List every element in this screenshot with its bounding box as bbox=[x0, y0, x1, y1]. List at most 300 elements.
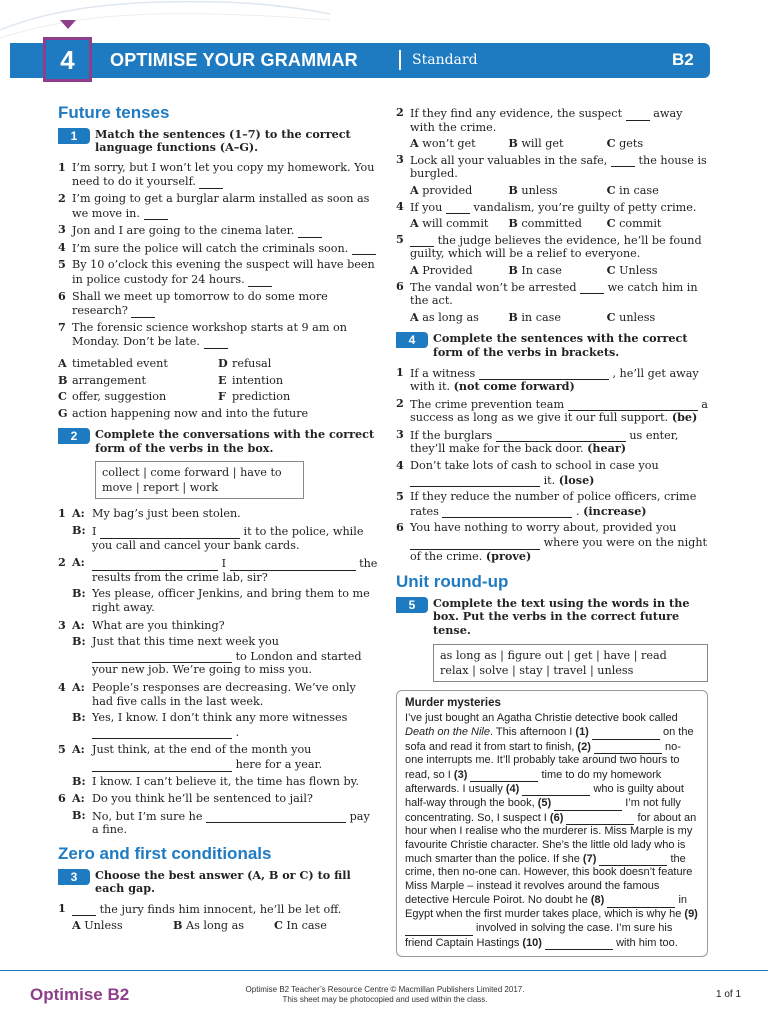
dialogue bbox=[58, 556, 378, 614]
dialogue-line-a bbox=[58, 792, 378, 806]
item-text bbox=[410, 200, 708, 215]
item-number: 6 bbox=[58, 791, 66, 806]
option-letter: C bbox=[606, 182, 616, 197]
line-body bbox=[72, 635, 378, 677]
item-text bbox=[72, 223, 378, 238]
function-letter: A bbox=[58, 355, 67, 370]
list-item bbox=[58, 161, 378, 189]
list-item bbox=[58, 902, 378, 917]
list-item bbox=[58, 258, 378, 286]
line-text bbox=[92, 681, 378, 708]
verb-prompt: (prove) bbox=[485, 548, 532, 563]
option-text: Unless bbox=[619, 263, 658, 277]
answer-blank[interactable] bbox=[442, 504, 572, 519]
speaker-label: A: bbox=[72, 555, 85, 570]
exercise-4-items bbox=[396, 366, 708, 564]
line-sentence: Do you think he’ll be sentenced to jail? bbox=[92, 792, 313, 806]
option-letter: A bbox=[410, 262, 419, 277]
exercise-number: 1 bbox=[58, 128, 90, 144]
line-text bbox=[92, 524, 378, 552]
item-text bbox=[72, 290, 378, 318]
verb-prompt: (hear) bbox=[587, 441, 627, 456]
exercise-2-items bbox=[58, 507, 378, 836]
line-text bbox=[92, 619, 225, 633]
item-sentence: away with the crime. bbox=[410, 107, 683, 134]
gap-number: (2) bbox=[577, 740, 591, 753]
item-sentence: The crime prevention team bbox=[410, 397, 565, 411]
item-sentence: You have nothing to worry about, provided you bbox=[410, 521, 677, 535]
answer-blank[interactable] bbox=[592, 725, 660, 739]
exercise-number: 4 bbox=[396, 332, 428, 348]
story-text bbox=[405, 712, 699, 950]
verb-prompt: (increase) bbox=[583, 503, 647, 518]
answer-blank[interactable] bbox=[554, 796, 622, 810]
option-text: won’t get bbox=[422, 137, 476, 151]
list-item bbox=[396, 397, 708, 425]
option-letter: B bbox=[508, 309, 518, 324]
line-text bbox=[92, 775, 359, 789]
function-item bbox=[218, 374, 378, 388]
line-sentence: Just that this time next week you bbox=[92, 635, 279, 649]
item-number: 3 bbox=[58, 617, 66, 632]
answer-options bbox=[410, 217, 708, 231]
dialogue-line-a bbox=[58, 681, 378, 708]
item-sentence: The vandal won’t be arrested bbox=[410, 280, 577, 294]
item-text bbox=[410, 397, 708, 425]
answer-blank[interactable] bbox=[410, 535, 540, 550]
line-text bbox=[92, 792, 313, 806]
word-box: as long as | figure out | get | have | read relax | solve | stay | travel | unless bbox=[433, 644, 708, 682]
answer-blank[interactable] bbox=[566, 811, 634, 825]
page-number: 1 of 1 bbox=[716, 989, 742, 1000]
item-text bbox=[72, 258, 378, 286]
list-item bbox=[396, 106, 708, 134]
item-number: 1 bbox=[396, 364, 404, 379]
speaker-label: A: bbox=[72, 506, 85, 521]
line-sentence: No, but I’m sure he bbox=[92, 809, 203, 823]
line-body bbox=[72, 743, 378, 771]
function-text: timetabled event bbox=[72, 356, 168, 370]
exercise-instruction: Complete the text using the words in the box. Put the verbs in the correct future tense. bbox=[433, 595, 690, 637]
list-item bbox=[396, 200, 708, 215]
option-text: unless bbox=[619, 310, 656, 324]
answer-blank[interactable] bbox=[496, 428, 626, 443]
item-number: 2 bbox=[396, 105, 404, 119]
exercise-3-items-right bbox=[396, 106, 708, 324]
story-segment: time to do my homework afterwards. I usually bbox=[405, 768, 662, 796]
exercise-instruction: Match the sentences (1–7) to the correct language functions (A–G). bbox=[95, 126, 351, 155]
answer-options bbox=[410, 264, 708, 278]
item-sentence: Lock all your valuables in the safe, bbox=[410, 153, 608, 167]
item-sentence: I’m sure the police will catch the criminals soon. bbox=[72, 241, 349, 255]
function-list bbox=[58, 357, 378, 407]
list-item bbox=[396, 490, 708, 518]
option-text: In case bbox=[521, 263, 562, 277]
speaker-label: B: bbox=[72, 586, 86, 601]
item-sentence: . bbox=[576, 504, 580, 518]
line-text bbox=[92, 635, 378, 677]
exercise-1-header bbox=[58, 128, 378, 155]
gap-number: (6) bbox=[549, 811, 564, 824]
answer-blank[interactable] bbox=[607, 893, 675, 907]
answer-option[interactable] bbox=[173, 919, 274, 933]
dialogue bbox=[58, 681, 378, 739]
gap-number: (5) bbox=[537, 797, 552, 810]
answer-option[interactable] bbox=[72, 919, 173, 933]
item-number: 2 bbox=[58, 555, 66, 570]
item-number: 5 bbox=[396, 231, 404, 246]
answer-option[interactable] bbox=[607, 264, 705, 278]
item-text bbox=[72, 321, 378, 349]
line-sentence: Just think, at the end of the month you bbox=[92, 743, 312, 757]
item-number: 4 bbox=[58, 680, 66, 694]
answer-blank[interactable] bbox=[144, 206, 168, 221]
footer-divider bbox=[0, 970, 768, 971]
item-sentence: the judge believes the evidence, he’ll be found guilty, which will be a relief to everyone. bbox=[410, 233, 702, 261]
answer-options bbox=[72, 919, 378, 933]
exercise-instruction: Complete the conversations with the correct form of the verbs in the box. bbox=[95, 427, 375, 455]
option-text: Provided bbox=[422, 263, 473, 277]
option-letter: C bbox=[606, 216, 616, 231]
item-text bbox=[410, 428, 708, 456]
answer-option[interactable] bbox=[410, 264, 508, 278]
line-body bbox=[72, 507, 378, 521]
answer-blank[interactable] bbox=[230, 556, 356, 571]
answer-option[interactable] bbox=[607, 137, 705, 151]
answer-blank[interactable] bbox=[594, 740, 662, 754]
item-sentence: If you bbox=[410, 200, 443, 214]
gap-number: (1) bbox=[575, 726, 589, 739]
exercise-number: 3 bbox=[58, 869, 90, 885]
item-text bbox=[72, 161, 378, 189]
dialogue bbox=[58, 743, 378, 788]
function-letter: F bbox=[218, 389, 226, 404]
function-item bbox=[218, 357, 378, 371]
book-title: Death on the Nile bbox=[405, 726, 490, 739]
line-sentence: What are you thinking? bbox=[92, 618, 225, 632]
option-letter: C bbox=[273, 918, 283, 933]
gap-number: (8) bbox=[590, 894, 605, 907]
answer-option[interactable] bbox=[508, 184, 606, 198]
item-number: 3 bbox=[396, 426, 404, 441]
item-number: 7 bbox=[58, 319, 66, 334]
answer-options bbox=[410, 137, 708, 151]
answer-blank[interactable] bbox=[92, 649, 232, 664]
answer-blank[interactable] bbox=[92, 556, 218, 571]
item-text bbox=[410, 521, 708, 563]
option-text: In case bbox=[286, 919, 327, 933]
unit-marker-triangle bbox=[60, 20, 76, 29]
footer-brand: Optimise B2 bbox=[30, 985, 130, 1004]
list-item bbox=[58, 241, 378, 256]
item-text bbox=[72, 241, 378, 256]
answer-blank[interactable] bbox=[199, 174, 223, 189]
function-item bbox=[58, 390, 218, 404]
item-number: 1 bbox=[58, 506, 66, 521]
list-item bbox=[396, 459, 708, 487]
function-item bbox=[218, 390, 378, 404]
item-text bbox=[410, 153, 708, 181]
header-decoration bbox=[0, 0, 330, 40]
item-sentence: Shall we meet up tomorrow to do some more research? bbox=[72, 289, 328, 318]
option-text: in case bbox=[619, 183, 659, 197]
item-text bbox=[410, 459, 708, 487]
list-item bbox=[396, 521, 708, 563]
item-sentence: Jon and I are going to the cinema later. bbox=[72, 224, 295, 238]
speaker-label: A: bbox=[72, 791, 85, 806]
line-text bbox=[92, 507, 241, 521]
item-number: 6 bbox=[396, 520, 404, 535]
answer-option[interactable] bbox=[410, 311, 508, 325]
exercise-1-items bbox=[58, 161, 378, 349]
footer-copyright: Optimise B2 Teacher’s Resource Centre © Macmillan Publishers Limited 2017. This sheet may be photocopied and used within the class. bbox=[245, 985, 525, 1004]
list-item bbox=[396, 280, 708, 308]
section-heading-conditionals: Zero and first conditionals bbox=[58, 843, 272, 863]
item-number: 4 bbox=[58, 239, 66, 254]
item-sentence: If a witness bbox=[410, 366, 476, 380]
function-item bbox=[58, 374, 218, 388]
list-item bbox=[58, 290, 378, 318]
answer-blank[interactable] bbox=[479, 366, 609, 381]
exercise-3-header bbox=[58, 869, 378, 896]
answer-blank[interactable] bbox=[100, 524, 240, 539]
answer-blank[interactable] bbox=[206, 809, 346, 824]
item-number: 1 bbox=[58, 159, 66, 174]
answer-blank[interactable] bbox=[446, 200, 470, 215]
line-body bbox=[72, 619, 378, 633]
option-letter: A bbox=[410, 182, 419, 197]
answer-blank[interactable] bbox=[599, 852, 667, 866]
item-text bbox=[410, 490, 708, 518]
answer-option[interactable] bbox=[607, 311, 705, 325]
section-heading-future: Future tenses bbox=[58, 103, 170, 122]
story-box bbox=[396, 690, 708, 957]
answer-blank[interactable] bbox=[72, 902, 96, 917]
item-sentence: a success as long as we give it our full support. bbox=[410, 397, 708, 425]
left-column bbox=[58, 103, 378, 935]
item-number: 5 bbox=[58, 742, 66, 757]
item-text bbox=[410, 106, 708, 134]
line-body bbox=[72, 792, 378, 806]
item-text bbox=[410, 280, 708, 308]
function-letter: E bbox=[218, 372, 227, 387]
option-text: will get bbox=[521, 137, 564, 151]
line-body bbox=[72, 809, 378, 837]
answer-blank[interactable] bbox=[568, 397, 698, 412]
dialogue bbox=[58, 507, 378, 552]
verb-prompt: (be) bbox=[671, 410, 698, 425]
exercise-2-header bbox=[58, 428, 378, 455]
answer-blank[interactable] bbox=[410, 473, 540, 488]
item-sentence: I’m sorry, but I won’t let you copy my homework. You need to do it yourself. bbox=[72, 160, 375, 189]
item-number: 4 bbox=[396, 198, 404, 213]
function-text: refusal bbox=[232, 356, 272, 370]
exercise-4-header bbox=[396, 332, 708, 359]
item-number: 5 bbox=[58, 257, 66, 272]
answer-option[interactable] bbox=[410, 137, 508, 151]
answer-blank[interactable] bbox=[405, 921, 473, 935]
answer-blank[interactable] bbox=[92, 757, 232, 772]
dialogue-line-a bbox=[58, 743, 378, 771]
answer-blank[interactable] bbox=[131, 303, 155, 318]
dialogue-line-a bbox=[58, 507, 378, 521]
item-sentence: us enter, they’ll make for the back door. bbox=[410, 428, 679, 456]
item-sentence: If they reduce the number of police officers, crime rates bbox=[410, 490, 697, 518]
dialogue-line-a bbox=[58, 556, 378, 584]
function-item bbox=[58, 357, 218, 371]
story-segment: with him too. bbox=[613, 936, 678, 949]
answer-blank[interactable] bbox=[92, 725, 232, 740]
story-segment: no-one interrupts me. It’ll probably take around two hours to read, so I bbox=[405, 740, 681, 781]
function-text: prediction bbox=[232, 390, 291, 404]
answer-option[interactable] bbox=[410, 184, 508, 198]
story-segment: who is guilty about half-way through the book, bbox=[405, 783, 684, 810]
line-text bbox=[92, 587, 378, 614]
answer-option[interactable] bbox=[607, 217, 705, 231]
dialogue-line-b bbox=[58, 711, 378, 739]
line-sentence: I bbox=[92, 525, 97, 539]
list-item bbox=[58, 192, 378, 220]
option-text: gets bbox=[619, 137, 644, 151]
option-letter: B bbox=[508, 262, 518, 277]
answer-blank[interactable] bbox=[204, 334, 228, 349]
line-sentence: I know. I can’t believe it, the time has flown by. bbox=[92, 774, 360, 788]
list-item bbox=[396, 233, 708, 261]
gap-number: (3) bbox=[453, 768, 468, 781]
item-number: 1 bbox=[58, 900, 66, 915]
answer-option[interactable] bbox=[508, 137, 606, 151]
answer-blank[interactable] bbox=[522, 782, 590, 796]
item-sentence: If they find any evidence, the suspect bbox=[410, 107, 623, 120]
option-text: provided bbox=[422, 183, 473, 197]
function-item-g: G action happening now and into the future bbox=[58, 405, 309, 420]
answer-options bbox=[410, 184, 708, 198]
answer-blank[interactable] bbox=[352, 241, 376, 256]
story-segment: for about an hour when I realise who the murderer is. Miss Marple is my favourite Christie character. She’s the little old lady who is much smarter than the police. If she bbox=[405, 811, 697, 866]
item-number: 4 bbox=[396, 458, 404, 473]
line-text bbox=[92, 556, 378, 584]
dialogue-line-a bbox=[58, 619, 378, 633]
item-number: 6 bbox=[58, 288, 66, 303]
function-letter: B bbox=[58, 372, 68, 387]
line-body bbox=[72, 711, 378, 739]
speaker-label: B: bbox=[72, 523, 86, 538]
answer-blank[interactable] bbox=[410, 233, 434, 248]
option-text: Unless bbox=[84, 919, 123, 933]
option-text: as long as bbox=[422, 310, 479, 324]
function-text: arrangement bbox=[72, 373, 146, 387]
dialogue-line-b bbox=[58, 809, 378, 837]
item-sentence: , he’ll get away with it. bbox=[410, 366, 699, 394]
line-sentence: to London and started your new job. We’re going to miss you. bbox=[92, 649, 362, 677]
option-text: unless bbox=[521, 183, 558, 197]
answer-blank[interactable] bbox=[248, 272, 272, 287]
answer-option[interactable] bbox=[508, 217, 606, 231]
option-letter: B bbox=[508, 182, 518, 197]
exercise-3-items-left bbox=[58, 902, 378, 933]
verb-prompt: (not come forward) bbox=[453, 379, 575, 394]
item-text bbox=[72, 192, 378, 220]
option-letter: B bbox=[508, 216, 518, 231]
speaker-label: A: bbox=[72, 742, 85, 757]
answer-option[interactable] bbox=[508, 264, 606, 278]
dialogue bbox=[58, 792, 378, 837]
line-body bbox=[72, 775, 378, 789]
answer-blank[interactable] bbox=[626, 106, 650, 121]
item-sentence: Don’t take lots of cash to school in case you bbox=[410, 459, 659, 473]
item-sentence: where you were on the night of the crime. bbox=[410, 536, 708, 563]
answer-option[interactable] bbox=[508, 311, 606, 325]
option-text: committed bbox=[521, 217, 582, 231]
level-badge: B2 bbox=[672, 50, 694, 69]
option-letter: B bbox=[172, 918, 183, 933]
option-text: in case bbox=[521, 310, 561, 324]
exercise-5-header bbox=[396, 597, 708, 638]
page-subtitle: Standard bbox=[412, 52, 478, 68]
answer-option[interactable] bbox=[274, 919, 375, 933]
line-sentence: it to the police, while you call and cancel your bank cards. bbox=[92, 525, 364, 552]
line-text bbox=[92, 711, 378, 739]
gap-number: (7) bbox=[582, 853, 597, 866]
speaker-label: B: bbox=[72, 634, 86, 649]
option-letter: C bbox=[606, 309, 616, 324]
item-sentence: If the burglars bbox=[410, 428, 493, 442]
function-text: offer, suggestion bbox=[72, 390, 167, 404]
answer-option[interactable] bbox=[410, 217, 508, 231]
line-sentence: . bbox=[235, 725, 240, 739]
option-text: commit bbox=[619, 217, 662, 231]
line-sentence: Yes please, officer Jenkins, and bring them to me right away. bbox=[92, 587, 370, 615]
option-letter: A bbox=[72, 918, 81, 933]
verb-prompt: (lose) bbox=[558, 472, 595, 487]
option-letter: C bbox=[606, 262, 616, 277]
answer-blank[interactable] bbox=[611, 153, 635, 168]
answer-option[interactable] bbox=[607, 184, 705, 198]
line-sentence: I bbox=[221, 557, 226, 571]
item-sentence: By 10 o’clock this evening the suspect will have been in police custody for 24 hours. bbox=[72, 258, 375, 286]
line-body bbox=[72, 587, 378, 614]
story-segment: the crime, then no-one can. However, this book doesn’t feature Miss Marple – instead it revolves around the famous detective Hercule Poirot. No doubt he bbox=[405, 853, 693, 907]
item-number: 2 bbox=[396, 395, 404, 410]
item-sentence: The forensic science workshop starts at 9 am on Monday. Don’t be late. bbox=[72, 320, 347, 349]
line-sentence: Yes, I know. I don’t think any more witnesses bbox=[92, 711, 348, 725]
line-sentence: the results from the crime lab, sir? bbox=[92, 557, 378, 584]
option-letter: A bbox=[410, 136, 419, 151]
list-item bbox=[396, 366, 708, 394]
right-column bbox=[396, 106, 708, 957]
gap-number: (9) bbox=[684, 907, 698, 920]
item-number: 6 bbox=[396, 278, 404, 293]
title-divider bbox=[399, 50, 401, 70]
story-segment: I’m not fully concentrating. So, I suspect I bbox=[405, 797, 681, 824]
item-sentence: I’m going to get a burglar alarm installed as soon as we move in. bbox=[72, 191, 370, 220]
answer-blank[interactable] bbox=[545, 936, 613, 950]
answer-blank[interactable] bbox=[470, 768, 538, 782]
line-sentence: pay a fine. bbox=[92, 809, 370, 837]
line-sentence: here for a year. bbox=[235, 757, 323, 771]
option-letter: B bbox=[508, 136, 518, 151]
list-item bbox=[396, 153, 708, 181]
gap-number: (10) bbox=[522, 936, 542, 949]
speaker-label: B: bbox=[72, 710, 86, 725]
answer-blank[interactable] bbox=[298, 223, 322, 238]
list-item bbox=[58, 321, 378, 349]
dialogue bbox=[58, 619, 378, 677]
item-sentence: the house is burgled. bbox=[410, 153, 707, 181]
answer-blank[interactable] bbox=[580, 280, 604, 295]
exercise-instruction: Choose the best answer (A, B or C) to fill each gap. bbox=[95, 867, 351, 896]
item-number: 3 bbox=[396, 151, 404, 166]
